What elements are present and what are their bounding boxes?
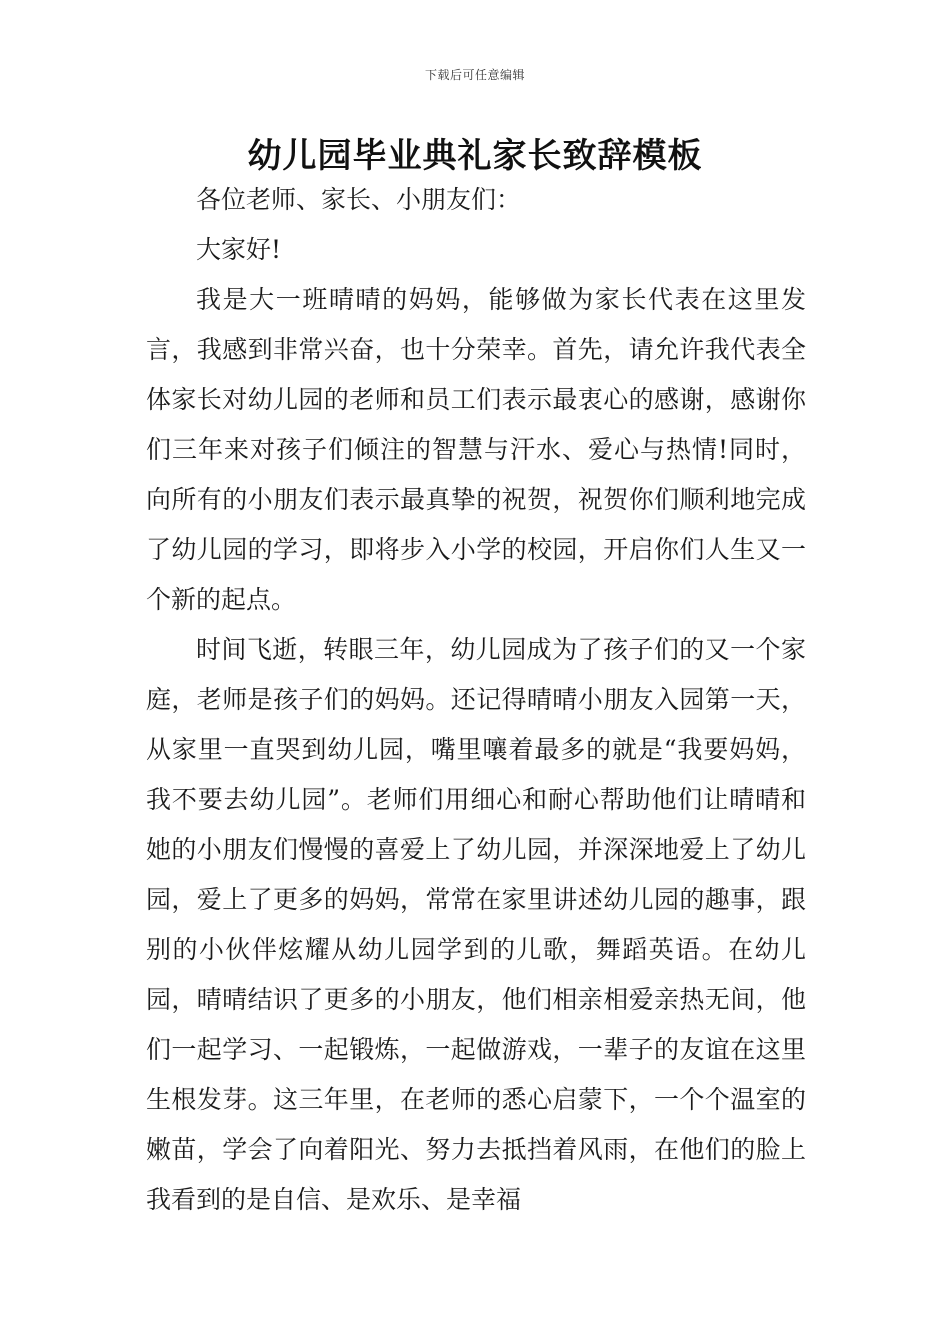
document-body <box>146 175 806 1225</box>
salutation-line: 大家好! <box>196 235 282 264</box>
paragraph-2: 时间飞逝，转眼三年，幼儿园成为了孩子们的又一个家庭，老师是孩子们的妈妈。还记得晴晴小朋友入园第一天，从家里一直哭到幼儿园，嘴里嚷着最多的就是“我要妈妈，我不要去幼儿园”。老师们用细心和耐心帮助他们让晴晴和她的小朋友们慢慢的喜爱上了幼儿园，并深深地爱上了幼儿园，爱上了更多的妈妈，常常在家里讲述幼儿园的趣事，跟别的小伙伴炫耀从幼儿园学到的儿歌，舞蹈英语。在幼儿园，晴晴结识了更多的小朋友，他们相亲相爱亲热无间，他们一起学习、一起锻炼，一起做游戏，一辈子的友谊在这里生根发芽。这三年里，在老师的悉心启蒙下，一个个温室的嫩苗，学会了向着阳光、努力去抵挡着风雨，在他们的脸上我看到的是自信、是欢乐、是幸福 <box>146 635 806 1214</box>
header-note: 下载后可任意编辑 <box>424 68 525 82</box>
document-title: 幼儿园毕业典礼家长致辞模板 <box>247 136 703 176</box>
greeting-line: 各位老师、家长、小朋友们： <box>196 185 522 214</box>
paragraph-1: 我是大一班晴晴的妈妈，能够做为家长代表在这里发言，我感到非常兴奋，也十分荣幸。首先，请允许我代表全体家长对幼儿园的老师和员工们表示最衷心的感谢，感谢你们三年来对孩子们倾注的智慧与汗水、爱心与热情!同时，向所有的小朋友们表示最真挚的祝贺，祝贺你们顺利地完成了幼儿园的学习，即将步入小学的校园，开启你们人生又一个新的起点。 <box>146 285 806 614</box>
